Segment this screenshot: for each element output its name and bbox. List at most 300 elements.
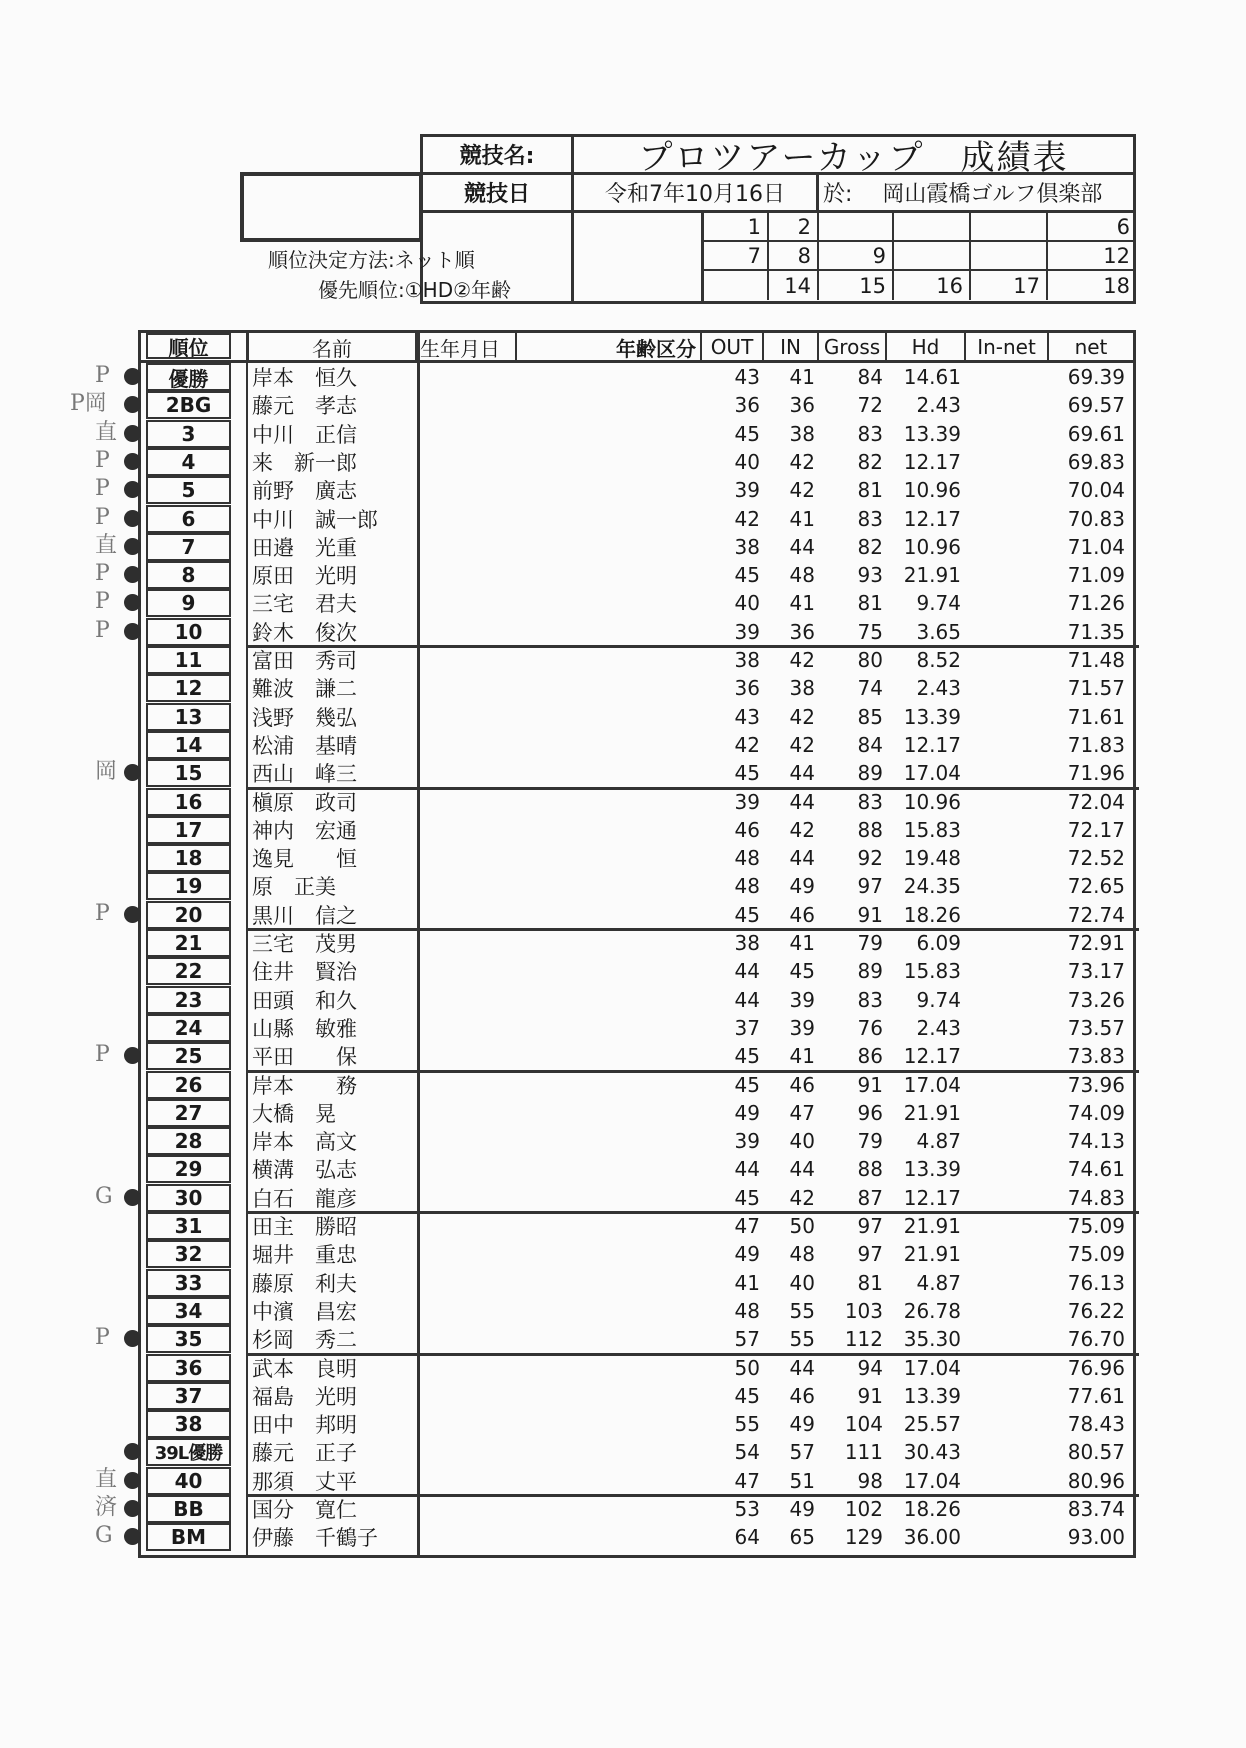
out-score: 49 [734, 1100, 760, 1125]
rank-cell: 5 [146, 476, 231, 504]
in-score: 48 [789, 563, 815, 588]
in-score: 42 [789, 478, 815, 503]
in-score: 44 [789, 761, 815, 786]
handicap: 13.39 [903, 1157, 961, 1182]
gross-score: 88 [857, 817, 883, 842]
net-score: 69.57 [1067, 393, 1125, 418]
out-score: 40 [734, 591, 760, 616]
in-score: 46 [789, 1383, 815, 1408]
venue-cell [819, 175, 1133, 213]
rank-cell: 4 [146, 448, 231, 476]
handicap: 26.78 [903, 1298, 961, 1323]
net-score: 71.09 [1067, 563, 1125, 588]
hole-grid-cell [704, 271, 769, 300]
table-row [141, 1212, 1133, 1240]
out-score: 54 [734, 1440, 760, 1465]
net-score: 74.61 [1067, 1157, 1125, 1182]
in-score: 47 [789, 1100, 815, 1125]
competition-label: 競技名: [423, 137, 574, 175]
in-score: 36 [789, 619, 815, 644]
marker-dot [124, 510, 141, 527]
handwritten-stamp: G [95, 1183, 113, 1209]
gross-score: 72 [857, 393, 883, 418]
rank-cell: BB [146, 1495, 231, 1523]
player-name: 藤元 孝志 [252, 394, 357, 419]
net-score: 71.96 [1067, 761, 1125, 786]
table-row [141, 844, 1133, 872]
col-out: OUT [702, 333, 764, 361]
out-score: 50 [734, 1355, 760, 1380]
gross-score: 80 [857, 648, 883, 672]
table-row [141, 1127, 1133, 1155]
gross-score: 82 [857, 449, 883, 474]
marker-dot [124, 1472, 141, 1489]
handwritten-stamp: P [95, 617, 110, 643]
in-score: 50 [789, 1214, 815, 1238]
in-score: 51 [789, 1468, 815, 1493]
handwritten-stamp: P [95, 900, 110, 926]
competition-date: 令和7年10月16日 [574, 175, 819, 213]
rank-cell: 21 [146, 929, 231, 957]
in-score: 41 [789, 591, 815, 616]
hole-grid-cell: 17 [971, 271, 1048, 300]
results-table [138, 330, 1136, 1558]
gross-score: 83 [857, 789, 883, 814]
hole-grid-cell: 14 [769, 271, 819, 300]
player-name: 神内 宏通 [252, 818, 357, 843]
in-score: 41 [789, 1044, 815, 1069]
in-score: 49 [789, 1412, 815, 1437]
table-row [141, 363, 1133, 391]
gross-score: 129 [844, 1525, 883, 1550]
handicap: 25.57 [903, 1412, 961, 1437]
handicap: 6.09 [916, 931, 961, 955]
gross-score: 82 [857, 534, 883, 559]
handicap: 3.65 [916, 619, 961, 644]
rank-cell: 8 [146, 561, 231, 589]
handicap: 12.17 [903, 506, 961, 531]
gross-score: 112 [844, 1327, 883, 1352]
out-score: 36 [734, 676, 760, 701]
in-score: 38 [789, 421, 815, 446]
gross-score: 84 [857, 732, 883, 757]
player-name: 大橋 晃 [252, 1101, 336, 1126]
net-score: 80.96 [1067, 1468, 1125, 1493]
venue-label: 於: [823, 182, 853, 207]
net-score: 83.74 [1067, 1497, 1125, 1521]
col-in-net: In-net [966, 333, 1049, 361]
table-row [141, 1467, 1133, 1495]
in-score: 42 [789, 449, 815, 474]
gross-score: 97 [857, 1214, 883, 1238]
player-name: 黒川 信之 [252, 903, 357, 928]
gross-score: 81 [857, 591, 883, 616]
handicap: 15.83 [903, 959, 961, 984]
gross-score: 87 [857, 1185, 883, 1210]
handwritten-stamp: 直 [95, 532, 118, 558]
net-score: 71.26 [1067, 591, 1125, 616]
handicap: 19.48 [903, 846, 961, 871]
net-score: 74.83 [1067, 1185, 1125, 1210]
handicap: 12.17 [903, 1044, 961, 1069]
out-score: 48 [734, 874, 760, 899]
handicap: 14.61 [903, 365, 961, 389]
player-name: 岸本 高文 [252, 1130, 357, 1155]
table-header-row [141, 333, 1133, 363]
player-name: 田中 邦明 [252, 1413, 357, 1438]
table-row [141, 986, 1133, 1014]
net-score: 71.61 [1067, 704, 1125, 729]
in-score: 48 [789, 1242, 815, 1267]
rank-cell: 34 [146, 1297, 231, 1325]
out-score: 45 [734, 1185, 760, 1210]
rank-cell: 37 [146, 1382, 231, 1410]
out-score: 45 [734, 761, 760, 786]
gross-score: 81 [857, 478, 883, 503]
in-score: 42 [789, 704, 815, 729]
out-score: 41 [734, 1270, 760, 1295]
table-row [141, 1269, 1133, 1297]
out-score: 39 [734, 478, 760, 503]
table-row [141, 759, 1133, 787]
out-score: 44 [734, 987, 760, 1012]
in-score: 42 [789, 817, 815, 842]
gross-score: 93 [857, 563, 883, 588]
rank-cell: 15 [146, 759, 231, 787]
table-row [141, 1495, 1133, 1523]
net-score: 71.35 [1067, 619, 1125, 644]
player-name: 槇原 政司 [252, 790, 357, 815]
rank-cell: BM [146, 1523, 231, 1551]
player-name: 岸本 務 [252, 1073, 357, 1098]
player-name: 武本 良明 [252, 1356, 357, 1381]
handicap: 2.43 [916, 676, 961, 701]
out-score: 64 [734, 1525, 760, 1550]
in-score: 44 [789, 1355, 815, 1380]
player-name: 原 正美 [252, 875, 336, 900]
rank-cell: 26 [146, 1071, 231, 1099]
gross-score: 83 [857, 987, 883, 1012]
player-name: 山縣 敏雅 [252, 1016, 357, 1041]
marker-dot [124, 566, 141, 583]
table-row [141, 872, 1133, 900]
net-score: 71.83 [1067, 732, 1125, 757]
rank-cell: 24 [146, 1014, 231, 1042]
net-score: 69.61 [1067, 421, 1125, 446]
out-score: 44 [734, 959, 760, 984]
handwritten-stamp: P [95, 504, 110, 530]
rank-cell: 13 [146, 703, 231, 731]
rank-cell: 20 [146, 901, 231, 929]
rank-cell: 28 [146, 1127, 231, 1155]
gross-score: 84 [857, 365, 883, 389]
hole-grid-cell: 15 [819, 271, 894, 300]
in-score: 42 [789, 648, 815, 672]
col-net: net [1074, 335, 1108, 359]
net-score: 76.70 [1067, 1327, 1125, 1352]
out-score: 48 [734, 846, 760, 871]
handicap: 17.04 [903, 1072, 961, 1097]
in-score: 41 [789, 506, 815, 531]
table-row [141, 1354, 1133, 1382]
out-score: 43 [734, 365, 760, 389]
table-row [141, 391, 1133, 419]
handwritten-stamp: 済 [95, 1495, 118, 1520]
handicap: 9.74 [916, 591, 961, 616]
gross-score: 94 [857, 1355, 883, 1380]
rank-cell: 10 [146, 618, 231, 646]
rank-cell: 優勝 [146, 363, 231, 391]
out-score: 57 [734, 1327, 760, 1352]
handicap: 13.39 [903, 1383, 961, 1408]
net-score: 70.83 [1067, 506, 1125, 531]
handwritten-stamp: P [95, 589, 110, 615]
out-score: 46 [734, 817, 760, 842]
rank-cell: 33 [146, 1269, 231, 1297]
gross-score: 102 [844, 1497, 883, 1521]
col-birthdate: 生年月日 [417, 333, 517, 361]
col-gross: Gross [819, 333, 887, 361]
marker-dot [124, 453, 141, 470]
table-row [141, 1297, 1133, 1325]
col-rank: 順位 [146, 333, 231, 359]
table-row [141, 957, 1133, 985]
in-score: 44 [789, 789, 815, 814]
in-score: 41 [789, 931, 815, 955]
in-score: 49 [789, 1497, 815, 1521]
out-score: 42 [734, 732, 760, 757]
table-row [141, 1184, 1133, 1212]
table-row [141, 929, 1133, 957]
net-score: 76.22 [1067, 1298, 1125, 1323]
out-score: 45 [734, 563, 760, 588]
handicap: 10.96 [903, 478, 961, 503]
player-name: 横溝 弘志 [252, 1158, 357, 1183]
handwritten-stamp: G [95, 1523, 113, 1549]
out-score: 48 [734, 1298, 760, 1323]
table-row [141, 420, 1133, 448]
marker-dot [124, 623, 141, 640]
marker-dot [124, 906, 141, 923]
player-name: 三宅 君夫 [252, 592, 357, 617]
out-score: 42 [734, 506, 760, 531]
out-score: 36 [734, 393, 760, 418]
player-name: 田主 勝昭 [252, 1215, 357, 1239]
out-score: 43 [734, 704, 760, 729]
col-name: 名前 [246, 333, 417, 361]
table-row [141, 533, 1133, 561]
out-score: 45 [734, 1383, 760, 1408]
handwritten-stamp: 直 [95, 1466, 118, 1492]
priority-rule: 優先順位:①HD②年齢 [318, 278, 512, 302]
in-score: 49 [789, 874, 815, 899]
handicap: 21.91 [903, 1100, 961, 1125]
in-score: 45 [789, 959, 815, 984]
handicap: 2.43 [916, 393, 961, 418]
marker-dot [124, 1189, 141, 1206]
player-name: 逸見 恒 [252, 847, 357, 872]
out-score: 49 [734, 1242, 760, 1267]
table-row [141, 1438, 1133, 1466]
player-name: 中濱 昌宏 [252, 1299, 357, 1324]
player-name: 前野 廣志 [252, 479, 357, 504]
player-name: 那須 丈平 [252, 1469, 357, 1494]
handicap: 18.26 [903, 902, 961, 927]
hole-grid-cell: 6 [1048, 213, 1136, 242]
gross-score: 83 [857, 506, 883, 531]
in-score: 40 [789, 1129, 815, 1154]
net-score: 75.09 [1067, 1214, 1125, 1238]
col-in: IN [764, 333, 819, 361]
in-score: 39 [789, 1015, 815, 1040]
in-score: 39 [789, 987, 815, 1012]
venue-name: 岡山霞橋ゴルフ倶楽部 [882, 182, 1103, 207]
table-row [141, 703, 1133, 731]
gross-score: 76 [857, 1015, 883, 1040]
table-row [141, 448, 1133, 476]
net-score: 77.61 [1067, 1383, 1125, 1408]
competition-header [420, 134, 1136, 304]
rank-cell: 27 [146, 1099, 231, 1127]
player-name: 国分 寛仁 [252, 1498, 357, 1522]
out-score: 39 [734, 1129, 760, 1154]
net-score: 73.26 [1067, 987, 1125, 1012]
gross-score: 81 [857, 1270, 883, 1295]
net-score: 72.52 [1067, 846, 1125, 871]
hole-grid-cell: 12 [1048, 242, 1136, 271]
rank-cell: 12 [146, 674, 231, 702]
marker-dot [124, 1500, 141, 1517]
table-row [141, 788, 1133, 816]
out-score: 55 [734, 1412, 760, 1437]
in-score: 55 [789, 1298, 815, 1323]
in-score: 65 [789, 1525, 815, 1550]
gross-score: 85 [857, 704, 883, 729]
handicap: 2.43 [916, 1015, 961, 1040]
handicap: 13.39 [903, 421, 961, 446]
out-score: 53 [734, 1497, 760, 1521]
handwritten-stamp: 岡 [95, 759, 118, 785]
rank-cell: 6 [146, 505, 231, 533]
table-row [141, 901, 1133, 929]
handicap: 21.91 [903, 563, 961, 588]
handicap: 17.04 [903, 1355, 961, 1380]
rank-cell: 25 [146, 1042, 231, 1070]
handicap: 12.17 [903, 732, 961, 757]
table-row [141, 1382, 1133, 1410]
table-row [141, 476, 1133, 504]
gross-score: 83 [857, 421, 883, 446]
hole-grid-cell: 2 [769, 213, 819, 242]
rank-cell: 3 [146, 420, 231, 448]
rank-cell: 23 [146, 986, 231, 1014]
net-score: 74.13 [1067, 1129, 1125, 1154]
table-row [141, 1523, 1133, 1551]
hole-grid-cell: 1 [704, 213, 769, 242]
hole-grid-cell [971, 213, 1048, 242]
in-score: 44 [789, 846, 815, 871]
in-score: 42 [789, 1185, 815, 1210]
gross-score: 96 [857, 1100, 883, 1125]
handicap: 35.30 [903, 1327, 961, 1352]
rank-cell: 9 [146, 589, 231, 617]
rank-cell: 40 [146, 1467, 231, 1495]
net-score: 78.43 [1067, 1412, 1125, 1437]
gross-score: 97 [857, 874, 883, 899]
table-row [141, 1071, 1133, 1099]
player-name: 西山 峰三 [252, 762, 357, 787]
player-name: 田頭 和久 [252, 988, 357, 1013]
net-score: 76.13 [1067, 1270, 1125, 1295]
gross-score: 88 [857, 1157, 883, 1182]
handwritten-stamp: P [95, 363, 110, 388]
out-score: 39 [734, 789, 760, 814]
handicap: 36.00 [903, 1525, 961, 1550]
net-score: 71.57 [1067, 676, 1125, 701]
table-row [141, 589, 1133, 617]
out-score: 37 [734, 1015, 760, 1040]
rank-cell: 35 [146, 1325, 231, 1353]
handwritten-stamp: P岡 [70, 391, 107, 417]
competition-name: プロツアーカップ 成績表 [574, 137, 1133, 175]
table-row [141, 1099, 1133, 1127]
rank-cell: 16 [146, 788, 231, 816]
rank-cell: 2BG [146, 391, 231, 419]
handwritten-stamp: P [95, 447, 110, 473]
player-name: 岸本 恒久 [252, 366, 357, 390]
handicap: 12.17 [903, 1185, 961, 1210]
hole-grid-cell: 16 [894, 271, 971, 300]
marker-dot [124, 425, 141, 442]
player-name: 難波 謙二 [252, 677, 357, 702]
player-name: 松浦 基晴 [252, 733, 357, 758]
net-score: 72.04 [1067, 789, 1125, 814]
hole-grid-cell: 8 [769, 242, 819, 271]
table-row [141, 1410, 1133, 1438]
rank-cell: 22 [146, 957, 231, 985]
net-score: 76.96 [1067, 1355, 1125, 1380]
handicap: 4.87 [916, 1270, 961, 1295]
handicap: 17.04 [903, 761, 961, 786]
player-name: 富田 秀司 [252, 649, 357, 673]
rank-cell: 14 [146, 731, 231, 759]
player-name: 藤原 利夫 [252, 1271, 357, 1296]
handicap: 4.87 [916, 1129, 961, 1154]
player-name: 鈴木 俊次 [252, 620, 357, 645]
handwritten-stamp: P [95, 561, 110, 587]
hole-grid-cell [971, 242, 1048, 271]
net-score: 72.91 [1067, 931, 1125, 955]
gross-score: 75 [857, 619, 883, 644]
handwritten-stamp: P [95, 476, 110, 502]
handicap: 12.17 [903, 449, 961, 474]
handicap: 9.74 [916, 987, 961, 1012]
gross-score: 89 [857, 959, 883, 984]
net-score: 75.09 [1067, 1242, 1125, 1267]
net-score: 73.96 [1067, 1072, 1125, 1097]
gross-score: 91 [857, 902, 883, 927]
handwritten-stamp: 直 [95, 419, 118, 445]
rank-cell: 31 [146, 1212, 231, 1240]
in-score: 46 [789, 1072, 815, 1097]
in-score: 42 [789, 732, 815, 757]
gross-score: 98 [857, 1468, 883, 1493]
gross-score: 92 [857, 846, 883, 871]
table-row [141, 561, 1133, 589]
player-name: 杉岡 秀二 [252, 1328, 357, 1353]
net-score: 74.09 [1067, 1100, 1125, 1125]
marker-dot [124, 538, 141, 555]
